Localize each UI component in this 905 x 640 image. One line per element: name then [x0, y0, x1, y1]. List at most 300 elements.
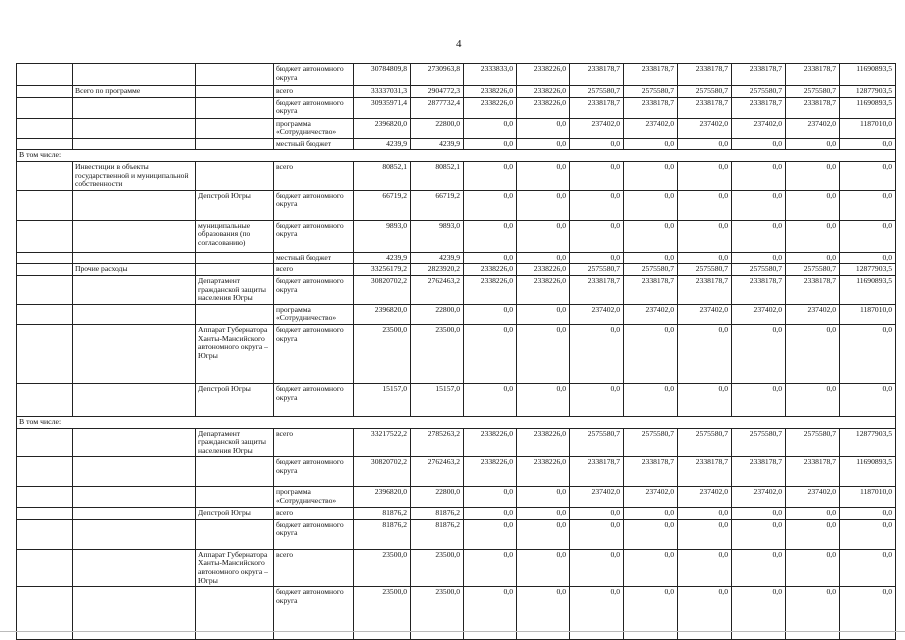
executor-cell: Аппарат Губернатора Ханты-Мансийского автономного округа – Югры — [196, 324, 274, 383]
year-value-cell: 0,0 — [732, 549, 786, 586]
year-value-cell: 2338178,7 — [678, 64, 732, 86]
executor-cell — [196, 252, 274, 264]
year-value-cell: 0,0 — [840, 508, 896, 520]
year-value-cell: 0,0 — [517, 487, 570, 508]
year-value-cell: 237402,0 — [786, 304, 840, 324]
year-value-cell: 0,0 — [678, 383, 732, 416]
year-value-cell: 1187010,0 — [840, 118, 896, 138]
year-value-cell: 0,0 — [678, 587, 732, 640]
year-value-cell: 2575580,7 — [678, 86, 732, 98]
year-value-cell: 0,0 — [517, 519, 570, 549]
year-value-cell: 0,0 — [517, 324, 570, 383]
year-value-cell: 237402,0 — [732, 487, 786, 508]
year-value-cell: 2575580,7 — [570, 428, 624, 457]
table-row — [17, 304, 896, 324]
year-value-cell: 0,0 — [570, 161, 624, 190]
year-value-cell: 2762463,2 — [411, 457, 464, 487]
program-item-cell — [73, 519, 196, 549]
year-value-cell: 2575580,7 — [732, 428, 786, 457]
year-value-cell: 0,0 — [840, 383, 896, 416]
program-item-cell: Инвестиции в объекты государственной и муниципальной собственности — [73, 161, 196, 190]
row-number-cell — [17, 138, 73, 150]
year-value-cell: 23500,0 — [411, 587, 464, 640]
year-value-cell: 11690893,5 — [840, 64, 896, 86]
year-value-cell: 0,0 — [786, 161, 840, 190]
row-number-cell — [17, 220, 73, 252]
total-value-cell: 33256179,2 — [354, 264, 411, 276]
program-item-cell — [73, 304, 196, 324]
funding-source-cell: бюджет автономного округа — [274, 457, 354, 487]
table-row — [17, 64, 896, 86]
funding-source-cell: бюджет автономного округа — [274, 190, 354, 220]
executor-cell — [196, 161, 274, 190]
year-value-cell: 2575580,7 — [786, 264, 840, 276]
year-value-cell: 0,0 — [624, 324, 678, 383]
table-row — [17, 220, 896, 252]
year-value-cell: 0,0 — [464, 304, 517, 324]
funding-source-cell: бюджет автономного округа — [274, 587, 354, 640]
funding-source-cell: всего — [274, 264, 354, 276]
year-value-cell: 0,0 — [840, 138, 896, 150]
year-value-cell: 0,0 — [678, 252, 732, 264]
year-value-cell: 237402,0 — [678, 487, 732, 508]
row-number-cell — [17, 549, 73, 586]
budget-table-container — [16, 63, 896, 640]
funding-source-cell: бюджет автономного округа — [274, 275, 354, 304]
year-value-cell: 0,0 — [678, 220, 732, 252]
year-value-cell: 0,0 — [517, 118, 570, 138]
table-row — [17, 549, 896, 586]
year-value-cell: 0,0 — [517, 304, 570, 324]
year-value-cell: 0,0 — [732, 519, 786, 549]
year-value-cell: 2338178,7 — [678, 97, 732, 118]
total-value-cell: 4239,9 — [354, 252, 411, 264]
row-number-cell — [17, 487, 73, 508]
program-item-cell — [73, 220, 196, 252]
funding-source-cell: всего — [274, 549, 354, 586]
year-value-cell: 0,0 — [732, 508, 786, 520]
year-value-cell: 2338226,0 — [464, 97, 517, 118]
row-number-cell — [17, 118, 73, 138]
year-value-cell: 2338226,0 — [464, 457, 517, 487]
year-value-cell: 0,0 — [517, 549, 570, 586]
year-value-cell: 0,0 — [517, 220, 570, 252]
year-value-cell: 2338226,0 — [517, 86, 570, 98]
table-row — [17, 508, 896, 520]
year-value-cell: 81876,2 — [411, 508, 464, 520]
section-label: В том числе: — [17, 150, 896, 162]
program-item-cell — [73, 252, 196, 264]
row-number-cell — [17, 457, 73, 487]
row-number-cell — [17, 190, 73, 220]
year-value-cell: 1187010,0 — [840, 304, 896, 324]
year-value-cell: 2575580,7 — [786, 86, 840, 98]
table-row — [17, 252, 896, 264]
executor-cell: Департамент гражданской защиты населения Югры — [196, 275, 274, 304]
year-value-cell: 0,0 — [517, 383, 570, 416]
year-value-cell: 0,0 — [570, 587, 624, 640]
year-value-cell: 0,0 — [464, 161, 517, 190]
program-item-cell — [73, 138, 196, 150]
year-value-cell: 12877903,5 — [840, 428, 896, 457]
year-value-cell: 2338178,7 — [732, 97, 786, 118]
year-value-cell: 2823920,2 — [411, 264, 464, 276]
year-value-cell: 11690893,5 — [840, 97, 896, 118]
budget-table — [16, 63, 896, 640]
year-value-cell: 2575580,7 — [624, 428, 678, 457]
program-item-cell — [73, 457, 196, 487]
table-row — [17, 118, 896, 138]
program-item-cell — [73, 324, 196, 383]
year-value-cell: 0,0 — [464, 220, 517, 252]
year-value-cell: 237402,0 — [678, 304, 732, 324]
row-number-cell — [17, 161, 73, 190]
executor-cell: Депстрой Югры — [196, 190, 274, 220]
row-number-cell — [17, 519, 73, 549]
executor-cell — [196, 304, 274, 324]
year-value-cell: 0,0 — [840, 252, 896, 264]
total-value-cell: 81876,2 — [354, 508, 411, 520]
funding-source-cell: бюджет автономного округа — [274, 383, 354, 416]
total-value-cell: 66719,2 — [354, 190, 411, 220]
year-value-cell: 237402,0 — [786, 118, 840, 138]
year-value-cell: 2338226,0 — [464, 264, 517, 276]
funding-source-cell: бюджет автономного округа — [274, 97, 354, 118]
program-item-cell — [73, 97, 196, 118]
year-value-cell: 0,0 — [678, 138, 732, 150]
year-value-cell: 0,0 — [570, 324, 624, 383]
year-value-cell: 2338178,7 — [678, 457, 732, 487]
year-value-cell: 0,0 — [624, 508, 678, 520]
year-value-cell: 2904772,3 — [411, 86, 464, 98]
program-item-cell: Всего по программе — [73, 86, 196, 98]
year-value-cell: 12877903,5 — [840, 86, 896, 98]
year-value-cell: 4239,9 — [411, 252, 464, 264]
total-value-cell: 4239,9 — [354, 138, 411, 150]
row-number-cell — [17, 97, 73, 118]
year-value-cell: 2575580,7 — [624, 86, 678, 98]
program-item-cell: Прочие расходы — [73, 264, 196, 276]
year-value-cell: 2338178,7 — [624, 457, 678, 487]
program-item-cell — [73, 118, 196, 138]
executor-cell — [196, 138, 274, 150]
year-value-cell: 2333833,0 — [464, 64, 517, 86]
year-value-cell: 237402,0 — [624, 118, 678, 138]
year-value-cell: 0,0 — [570, 190, 624, 220]
year-value-cell: 80852,1 — [411, 161, 464, 190]
funding-source-cell: всего — [274, 86, 354, 98]
year-value-cell: 2338178,7 — [570, 457, 624, 487]
year-value-cell: 0,0 — [624, 220, 678, 252]
executor-cell: Департамент гражданской защиты населения Югры — [196, 428, 274, 457]
year-value-cell: 0,0 — [732, 252, 786, 264]
year-value-cell: 0,0 — [786, 549, 840, 586]
executor-cell — [196, 97, 274, 118]
year-value-cell: 0,0 — [570, 508, 624, 520]
year-value-cell: 0,0 — [786, 190, 840, 220]
executor-cell: Депстрой Югры — [196, 383, 274, 416]
year-value-cell: 0,0 — [786, 508, 840, 520]
year-value-cell: 2338178,7 — [732, 275, 786, 304]
year-value-cell: 4239,9 — [411, 138, 464, 150]
year-value-cell: 237402,0 — [732, 304, 786, 324]
program-item-cell — [73, 508, 196, 520]
row-number-cell — [17, 64, 73, 86]
year-value-cell: 0,0 — [678, 324, 732, 383]
year-value-cell: 0,0 — [732, 324, 786, 383]
year-value-cell: 237402,0 — [624, 304, 678, 324]
year-value-cell: 2575580,7 — [786, 428, 840, 457]
total-value-cell: 30784809,8 — [354, 64, 411, 86]
year-value-cell: 0,0 — [464, 324, 517, 383]
row-number-cell — [17, 86, 73, 98]
table-row — [17, 457, 896, 487]
year-value-cell: 2338178,7 — [624, 275, 678, 304]
section-label: В том числе: — [17, 416, 896, 428]
funding-source-cell: программа «Сотрудничество» — [274, 118, 354, 138]
year-value-cell: 0,0 — [517, 161, 570, 190]
year-value-cell: 0,0 — [678, 549, 732, 586]
year-value-cell: 2338178,7 — [570, 97, 624, 118]
year-value-cell: 237402,0 — [786, 487, 840, 508]
table-row — [17, 190, 896, 220]
year-value-cell: 2338178,7 — [786, 64, 840, 86]
year-value-cell: 2338226,0 — [517, 264, 570, 276]
year-value-cell: 0,0 — [732, 161, 786, 190]
funding-source-cell: местный бюджет — [274, 138, 354, 150]
total-value-cell: 15157,0 — [354, 383, 411, 416]
year-value-cell: 0,0 — [464, 487, 517, 508]
year-value-cell: 2338178,7 — [732, 64, 786, 86]
year-value-cell: 0,0 — [624, 190, 678, 220]
year-value-cell: 2575580,7 — [732, 86, 786, 98]
year-value-cell: 11690893,5 — [840, 275, 896, 304]
year-value-cell: 2338178,7 — [624, 64, 678, 86]
year-value-cell: 237402,0 — [570, 487, 624, 508]
total-value-cell: 2396820,0 — [354, 487, 411, 508]
funding-source-cell: всего — [274, 161, 354, 190]
year-value-cell: 0,0 — [624, 383, 678, 416]
year-value-cell: 0,0 — [624, 138, 678, 150]
year-value-cell: 0,0 — [517, 138, 570, 150]
year-value-cell: 2575580,7 — [624, 264, 678, 276]
table-row — [17, 86, 896, 98]
year-value-cell: 0,0 — [786, 252, 840, 264]
table-row — [17, 324, 896, 383]
funding-source-cell: бюджет автономного округа — [274, 220, 354, 252]
total-value-cell: 30820702,2 — [354, 457, 411, 487]
year-value-cell: 0,0 — [786, 587, 840, 640]
executor-cell: Депстрой Югры — [196, 508, 274, 520]
row-number-cell — [17, 324, 73, 383]
table-row — [17, 97, 896, 118]
year-value-cell: 2338178,7 — [570, 275, 624, 304]
year-value-cell: 0,0 — [464, 508, 517, 520]
year-value-cell: 0,0 — [732, 138, 786, 150]
funding-source-cell: всего — [274, 508, 354, 520]
total-value-cell: 33217522,2 — [354, 428, 411, 457]
year-value-cell: 0,0 — [786, 519, 840, 549]
program-item-cell — [73, 64, 196, 86]
year-value-cell: 0,0 — [624, 587, 678, 640]
executor-cell — [196, 457, 274, 487]
executor-cell — [196, 264, 274, 276]
year-value-cell: 0,0 — [517, 190, 570, 220]
year-value-cell: 237402,0 — [732, 118, 786, 138]
page-edge-rule — [0, 631, 905, 632]
executor-cell — [196, 86, 274, 98]
row-number-cell — [17, 428, 73, 457]
year-value-cell: 2338178,7 — [732, 457, 786, 487]
year-value-cell: 0,0 — [840, 324, 896, 383]
year-value-cell: 66719,2 — [411, 190, 464, 220]
year-value-cell: 2338226,0 — [517, 275, 570, 304]
year-value-cell: 0,0 — [464, 519, 517, 549]
year-value-cell: 22800,0 — [411, 118, 464, 138]
year-value-cell: 1187010,0 — [840, 487, 896, 508]
year-value-cell: 0,0 — [624, 549, 678, 586]
year-value-cell: 0,0 — [624, 161, 678, 190]
year-value-cell: 0,0 — [732, 220, 786, 252]
table-row — [17, 487, 896, 508]
program-item-cell — [73, 549, 196, 586]
year-value-cell: 2338178,7 — [678, 275, 732, 304]
total-value-cell: 33337031,3 — [354, 86, 411, 98]
year-value-cell: 0,0 — [840, 190, 896, 220]
year-value-cell: 2338178,7 — [786, 97, 840, 118]
year-value-cell: 2338226,0 — [517, 64, 570, 86]
year-value-cell: 2575580,7 — [570, 86, 624, 98]
executor-cell — [196, 64, 274, 86]
year-value-cell: 0,0 — [570, 519, 624, 549]
program-item-cell — [73, 383, 196, 416]
year-value-cell: 11690893,5 — [840, 457, 896, 487]
year-value-cell: 0,0 — [786, 324, 840, 383]
year-value-cell: 2338226,0 — [464, 86, 517, 98]
total-value-cell: 80852,1 — [354, 161, 411, 190]
total-value-cell: 23500,0 — [354, 549, 411, 586]
year-value-cell: 0,0 — [786, 383, 840, 416]
year-value-cell: 22800,0 — [411, 487, 464, 508]
table-row — [17, 275, 896, 304]
year-value-cell: 2730963,8 — [411, 64, 464, 86]
section-row — [17, 150, 896, 162]
year-value-cell: 0,0 — [570, 549, 624, 586]
year-value-cell: 2338178,7 — [786, 275, 840, 304]
year-value-cell: 0,0 — [464, 138, 517, 150]
year-value-cell: 81876,2 — [411, 519, 464, 549]
section-row — [17, 416, 896, 428]
year-value-cell: 0,0 — [732, 383, 786, 416]
table-body — [17, 64, 896, 640]
year-value-cell: 0,0 — [570, 383, 624, 416]
year-value-cell: 12877903,5 — [840, 264, 896, 276]
year-value-cell: 0,0 — [678, 508, 732, 520]
program-item-cell — [73, 190, 196, 220]
funding-source-cell: программа «Сотрудничество» — [274, 304, 354, 324]
year-value-cell: 237402,0 — [624, 487, 678, 508]
year-value-cell: 0,0 — [678, 190, 732, 220]
funding-source-cell: программа «Сотрудничество» — [274, 487, 354, 508]
year-value-cell: 0,0 — [464, 549, 517, 586]
program-item-cell — [73, 487, 196, 508]
year-value-cell: 0,0 — [678, 519, 732, 549]
year-value-cell: 2877732,4 — [411, 97, 464, 118]
table-row — [17, 428, 896, 457]
year-value-cell: 237402,0 — [678, 118, 732, 138]
year-value-cell: 0,0 — [464, 383, 517, 416]
year-value-cell: 0,0 — [786, 220, 840, 252]
year-value-cell: 0,0 — [732, 190, 786, 220]
year-value-cell: 0,0 — [840, 519, 896, 549]
table-row — [17, 383, 896, 416]
funding-source-cell: бюджет автономного округа — [274, 324, 354, 383]
year-value-cell: 2338178,7 — [624, 97, 678, 118]
funding-source-cell: бюджет автономного округа — [274, 519, 354, 549]
program-item-cell — [73, 275, 196, 304]
year-value-cell: 2575580,7 — [678, 264, 732, 276]
year-value-cell: 0,0 — [624, 519, 678, 549]
funding-source-cell: всего — [274, 428, 354, 457]
year-value-cell: 23500,0 — [411, 549, 464, 586]
year-value-cell: 2785263,2 — [411, 428, 464, 457]
executor-cell: муниципальные образования (по согласованию) — [196, 220, 274, 252]
year-value-cell: 0,0 — [464, 252, 517, 264]
year-value-cell: 2338226,0 — [464, 275, 517, 304]
table-row — [17, 264, 896, 276]
total-value-cell: 23500,0 — [354, 324, 411, 383]
year-value-cell: 0,0 — [570, 220, 624, 252]
year-value-cell: 22800,0 — [411, 304, 464, 324]
year-value-cell: 2338178,7 — [786, 457, 840, 487]
year-value-cell: 2338178,7 — [570, 64, 624, 86]
year-value-cell: 2575580,7 — [732, 264, 786, 276]
year-value-cell: 237402,0 — [570, 118, 624, 138]
table-row — [17, 138, 896, 150]
row-number-cell — [17, 275, 73, 304]
row-number-cell — [17, 508, 73, 520]
year-value-cell: 0,0 — [840, 587, 896, 640]
executor-cell: Аппарат Губернатора Ханты-Мансийского автономного округа – Югры — [196, 549, 274, 586]
year-value-cell: 9893,0 — [411, 220, 464, 252]
year-value-cell: 0,0 — [840, 220, 896, 252]
year-value-cell: 0,0 — [570, 252, 624, 264]
year-value-cell: 237402,0 — [570, 304, 624, 324]
year-value-cell: 2575580,7 — [678, 428, 732, 457]
total-value-cell: 81876,2 — [354, 519, 411, 549]
page-number: 4 — [456, 38, 462, 50]
year-value-cell: 0,0 — [624, 252, 678, 264]
executor-cell — [196, 487, 274, 508]
year-value-cell: 0,0 — [517, 508, 570, 520]
row-number-cell — [17, 252, 73, 264]
year-value-cell: 2762463,2 — [411, 275, 464, 304]
year-value-cell: 0,0 — [517, 252, 570, 264]
year-value-cell: 2338226,0 — [464, 428, 517, 457]
year-value-cell: 0,0 — [570, 138, 624, 150]
row-number-cell — [17, 383, 73, 416]
funding-source-cell: бюджет автономного округа — [274, 64, 354, 86]
year-value-cell: 0,0 — [840, 549, 896, 586]
total-value-cell: 30820702,2 — [354, 275, 411, 304]
total-value-cell: 2396820,0 — [354, 118, 411, 138]
year-value-cell: 15157,0 — [411, 383, 464, 416]
year-value-cell: 2338226,0 — [517, 457, 570, 487]
year-value-cell: 0,0 — [464, 587, 517, 640]
year-value-cell: 0,0 — [732, 587, 786, 640]
total-value-cell: 9893,0 — [354, 220, 411, 252]
executor-cell — [196, 519, 274, 549]
